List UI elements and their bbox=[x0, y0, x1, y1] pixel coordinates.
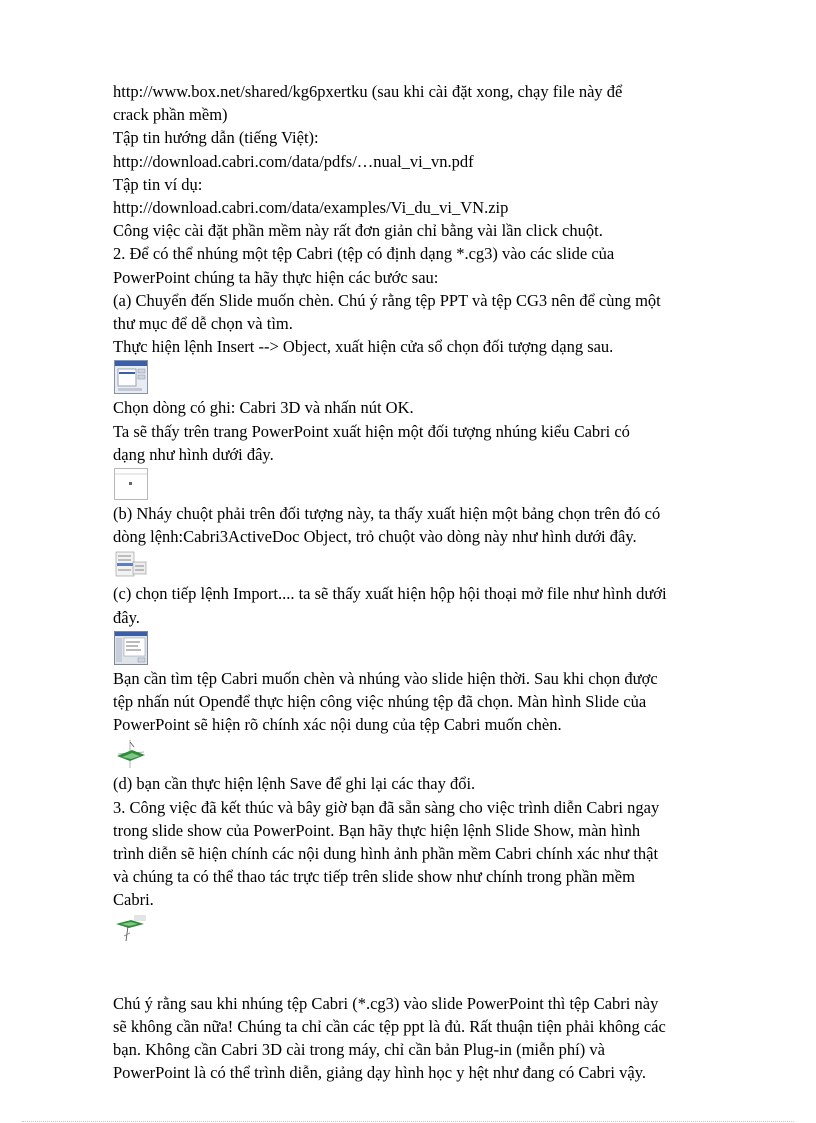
text-line: dạng như hình dưới đây. bbox=[113, 444, 274, 464]
text-line: sẽ không cần nữa! Chúng ta chỉ cần các tệp ppt là đủ. Rất thuận tiện phải không các bbox=[113, 1016, 666, 1036]
embedded-cabri-object-thumbnail bbox=[114, 468, 148, 500]
text-line: Bạn cần tìm tệp Cabri muốn chèn và nhúng vào slide hiện thời. Sau khi chọn được bbox=[113, 668, 658, 688]
text-line: Cabri. bbox=[113, 890, 154, 910]
cabri-slide-preview-thumbnail bbox=[114, 738, 148, 770]
text-line: Ta sẽ thấy trên trang PowerPoint xuất hiện một đối tượng nhúng kiểu Cabri có bbox=[113, 421, 630, 441]
text-line: Thực hiện lệnh Insert --> Object, xuất hiện cửa sổ chọn đối tượng dạng sau. bbox=[113, 337, 614, 357]
text-line: (c) chọn tiếp lệnh Import.... ta sẽ thấy xuất hiện hộp hội thoại mở file như hình dưới bbox=[113, 584, 667, 604]
cabri-slideshow-preview-thumbnail bbox=[114, 914, 148, 944]
text-line: Chọn dòng có ghi: Cabri 3D và nhấn nút OK. bbox=[113, 398, 414, 418]
text-line: PowerPoint là có thể trình diễn, giảng dạy hình học y hệt như đang có Cabri vậy. bbox=[113, 1063, 647, 1083]
text-line: PowerPoint chúng ta hãy thực hiện các bước sau: bbox=[113, 267, 439, 287]
text-line: Chú ý rằng sau khi nhúng tệp Cabri (*.cg3) vào slide PowerPoint thì tệp Cabri này bbox=[113, 993, 659, 1013]
examples-link-line[interactable]: http://download.cabri.com/data/examples/Vi_du_vi_VN.zip bbox=[113, 198, 509, 218]
text-line: và chúng ta có thể thao tác trực tiếp trên slide show như chính trong phần mềm bbox=[113, 867, 635, 887]
text-line: đây. bbox=[113, 607, 140, 627]
text-line: bạn. Không cần Cabri 3D cài trong máy, chỉ cần bản Plug-in (miễn phí) và bbox=[113, 1040, 605, 1060]
text-line: Công việc cài đặt phần mềm này rất đơn giản chỉ bằng vài lần click chuột. bbox=[113, 221, 603, 241]
manual-link-line[interactable]: http://download.cabri.com/data/pdfs/…nual_vi_vn.pdf bbox=[113, 151, 474, 171]
text-line: 2. Để có thể nhúng một tệp Cabri (tệp có định dạng *.cg3) vào các slide của bbox=[113, 244, 615, 264]
text-line: Tập tin ví dụ: bbox=[113, 174, 203, 194]
text-line: thư mục để dễ chọn và tìm. bbox=[113, 314, 293, 334]
download-link-line[interactable]: http://www.box.net/shared/kg6pxertku (sau khi cài đặt xong, chạy file này để bbox=[113, 82, 623, 101]
text-line: PowerPoint sẽ hiện rõ chính xác nội dung của tệp Cabri muốn chèn. bbox=[113, 715, 562, 735]
text-line: (a) Chuyển đến Slide muốn chèn. Chú ý rằng tệp PPT và tệp CG3 nên để cùng một bbox=[113, 290, 661, 310]
page-bottom-divider bbox=[22, 1121, 794, 1122]
document-body bbox=[113, 80, 743, 1085]
blank-space bbox=[113, 946, 743, 992]
text-line: tệp nhấn nút Openđể thực hiện công việc nhúng tệp đã chọn. Màn hình Slide của bbox=[113, 692, 647, 712]
text-line: trong slide show của PowerPoint. Bạn hãy thực hiện lệnh Slide Show, màn hình bbox=[113, 820, 641, 840]
text-line: crack phần mềm) bbox=[113, 105, 228, 125]
text-line: Tập tin hướng dẫn (tiếng Việt): bbox=[113, 128, 319, 148]
text-line: (d) bạn cần thực hiện lệnh Save để ghi lại các thay đổi. bbox=[113, 774, 476, 794]
text-line: dòng lệnh:Cabri3ActiveDoc Object, trỏ chuột vào dòng này như hình dưới đây. bbox=[113, 527, 637, 547]
text-line: (b) Nháy chuột phải trên đối tượng này, ta thấy xuất hiện một bảng chọn trên đó có bbox=[113, 504, 661, 524]
insert-object-dialog-thumbnail bbox=[114, 360, 148, 394]
context-menu-thumbnail bbox=[114, 550, 148, 580]
text-line: 3. Công việc đã kết thúc và bây giờ bạn đã sẵn sàng cho việc trình diễn Cabri ngay bbox=[113, 797, 660, 817]
open-file-dialog-thumbnail bbox=[114, 631, 148, 665]
text-line: trình diễn sẽ hiện chính các nội dung hình ảnh phần mềm Cabri chính xác như thật bbox=[113, 844, 659, 864]
